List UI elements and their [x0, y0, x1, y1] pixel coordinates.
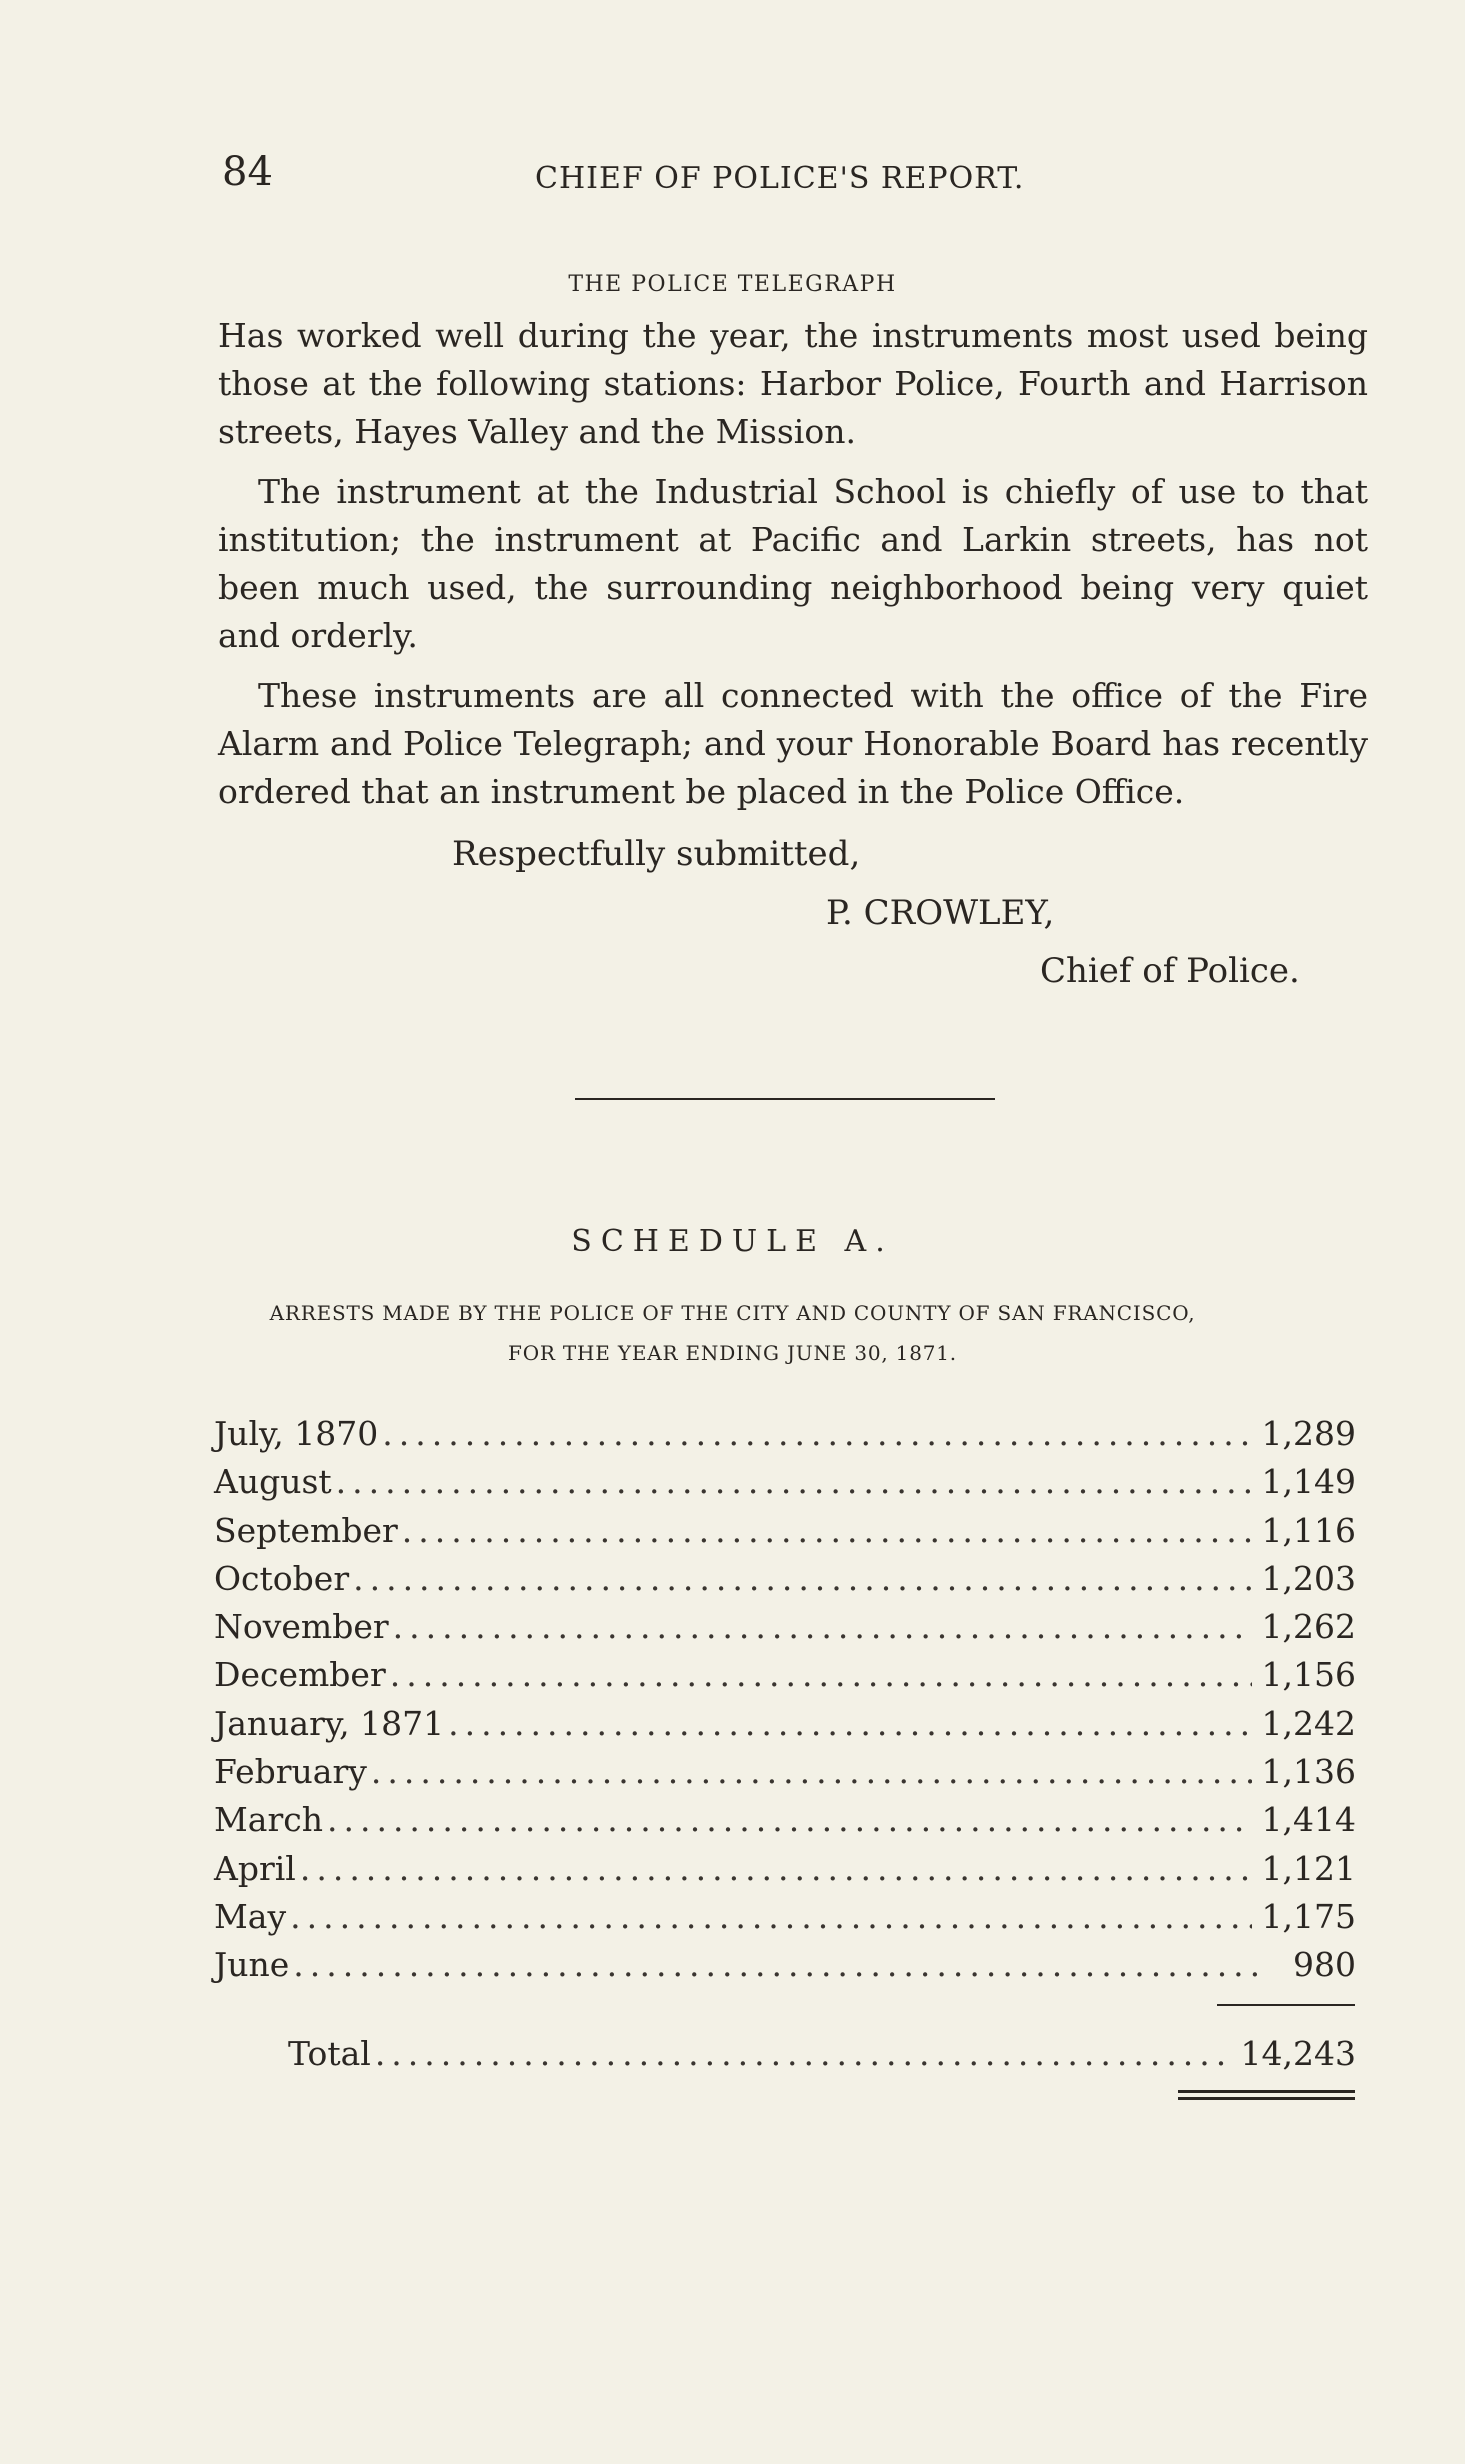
row-month: March [214, 1800, 323, 1840]
row-month: October [214, 1558, 350, 1598]
row-month: August [214, 1462, 332, 1502]
schedule-title: SCHEDULE A. [571, 1224, 894, 1259]
schedule-subtitle-line2: FOR THE YEAR ENDING JUNE 30, 1871. [508, 1341, 957, 1365]
row-value: 1,116 [1261, 1510, 1356, 1550]
dot-leader [290, 1893, 1251, 1941]
signatory-title: Chief of Police. [1040, 951, 1300, 991]
total-label: Total [288, 2034, 371, 2073]
dot-leader [327, 1796, 1252, 1844]
sum-rule [1217, 2004, 1355, 2006]
signatory-name: P. CROWLEY, [826, 893, 1055, 933]
table-row [214, 1555, 1356, 1603]
table-row [214, 1748, 1356, 1796]
running-head: CHIEF OF POLICE'S REPORT. [535, 161, 1025, 196]
row-value: 980 [1293, 1945, 1356, 1985]
total-row [288, 2030, 1356, 2078]
row-value: 1,136 [1261, 1752, 1356, 1792]
row-month: May [214, 1896, 287, 1936]
dot-leader [300, 1845, 1252, 1893]
row-value: 1,203 [1261, 1558, 1356, 1598]
row-month: February [214, 1752, 367, 1792]
paragraph: Has worked well during the year, the instruments most used being those at the following stations: Harbor Police, Fourth and Harrison streets, Hayes Valley and the Mission. [218, 316, 1368, 451]
dot-leader [336, 1458, 1252, 1506]
total-double-rule [1178, 2090, 1355, 2093]
row-value: 1,262 [1261, 1607, 1356, 1647]
row-value: 1,156 [1261, 1655, 1356, 1695]
dot-leader [353, 1555, 1251, 1603]
page-number: 84 [222, 149, 273, 195]
row-month: June [214, 1945, 290, 1985]
table-row [214, 1893, 1356, 1941]
paragraph: These instruments are all connected with the office of the Fire Alarm and Police Telegraph; and your Honorable Board has recently ordered that an instrument be placed in the Police Office. [218, 676, 1368, 811]
row-value: 1,121 [1261, 1848, 1356, 1888]
body-text [218, 312, 1368, 828]
row-month: January, 1871 [214, 1703, 445, 1743]
row-value: 1,242 [1261, 1703, 1356, 1743]
dot-leader [382, 1410, 1251, 1458]
row-month: September [214, 1510, 398, 1550]
table-row [214, 1458, 1356, 1506]
table-row [214, 1700, 1356, 1748]
row-month: November [214, 1607, 389, 1647]
total-double-rule-lower [1178, 2097, 1355, 2100]
dot-leader [448, 1700, 1251, 1748]
row-value: 1,414 [1261, 1800, 1356, 1840]
row-month: July, 1870 [214, 1414, 379, 1453]
total-value: 14,243 [1240, 2034, 1356, 2073]
table-row [214, 1845, 1356, 1893]
row-month: April [214, 1848, 296, 1888]
row-month: December [214, 1655, 386, 1695]
table-row [214, 1651, 1356, 1699]
section-heading: THE POLICE TELEGRAPH [568, 272, 897, 297]
row-value: 1,149 [1261, 1462, 1356, 1502]
table-row [214, 1507, 1356, 1555]
paragraph: The instrument at the Industrial School is chiefly of use to that institution; the instrument at Pacific and Larkin streets, has not been much used, the surrounding neighborhood being very quiet and orderly. [218, 472, 1368, 655]
table-row [214, 1796, 1356, 1844]
dot-leader [375, 2030, 1231, 2078]
dot-leader [390, 1651, 1252, 1699]
table-row [214, 1603, 1356, 1651]
dot-leader [393, 1603, 1252, 1651]
dot-leader [402, 1507, 1252, 1555]
row-value: 1,289 [1261, 1414, 1356, 1453]
schedule-subtitle: ARRESTS MADE BY THE POLICE OF THE CITY AND COUNTY OF SAN FRANCISCO, [269, 1301, 1196, 1325]
closing-salutation: Respectfully submitted, [452, 834, 861, 874]
arrests-table [214, 1410, 1356, 1990]
table-row [214, 1941, 1356, 1989]
dot-leader [293, 1941, 1266, 1989]
row-value: 1,175 [1261, 1896, 1356, 1936]
table-row [214, 1410, 1356, 1458]
dot-leader [371, 1748, 1252, 1796]
section-divider [575, 1098, 995, 1100]
